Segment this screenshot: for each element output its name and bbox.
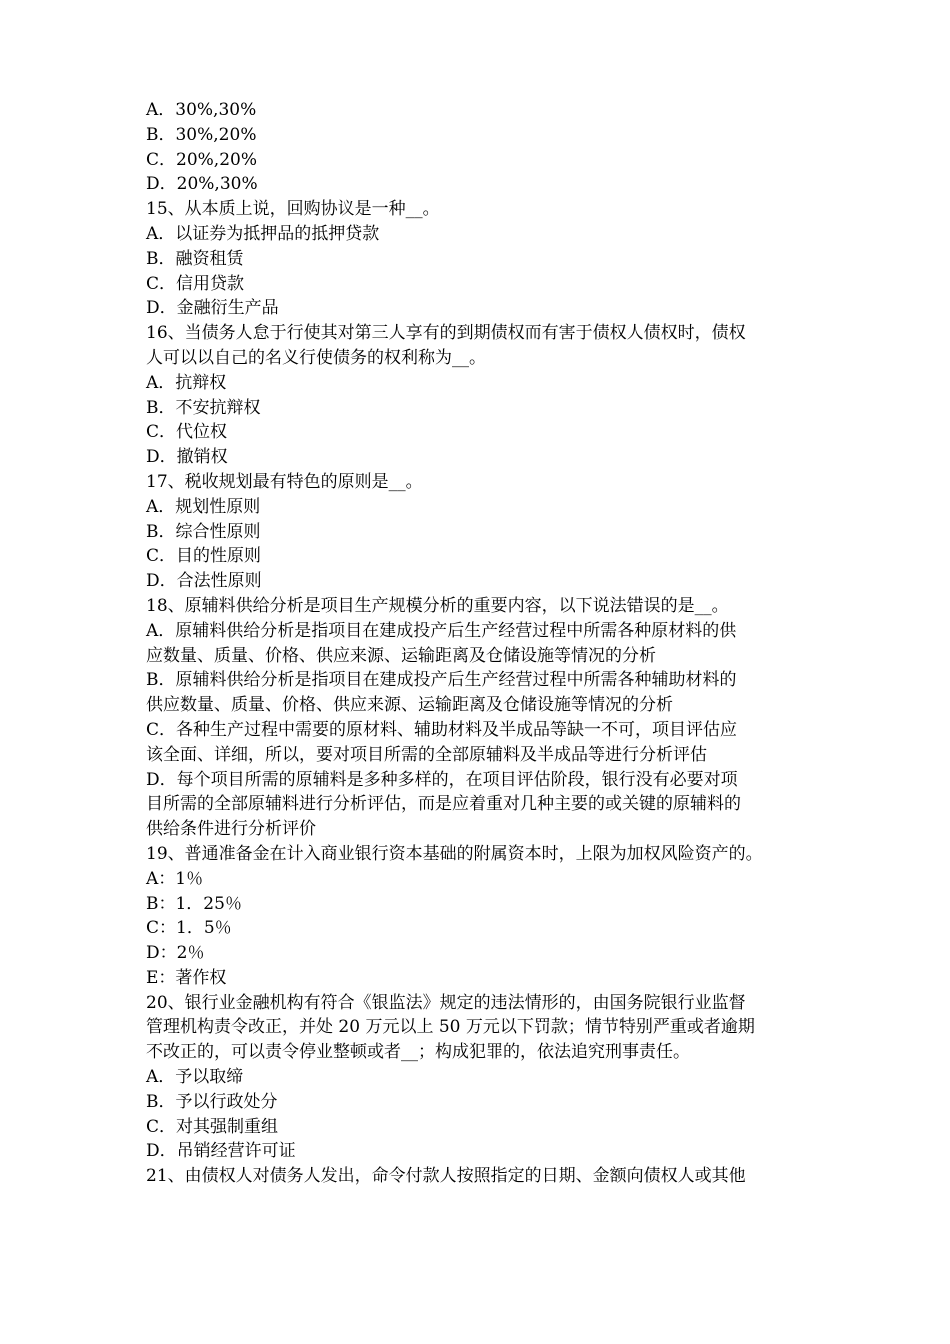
q18-option-a: A．原辅料供给分析是指项目在建成投产后生产经营过程中所需各种原材料的供	[146, 620, 737, 641]
question-15: 15、从本质上说，回购协议是一种__。	[146, 199, 440, 220]
q16-option-d: D．撤销权	[146, 447, 228, 468]
q19-option-e: E：著作权	[146, 967, 227, 988]
q17-option-a: A．规划性原则	[146, 496, 261, 517]
q18-option-d-cont: 目所需的全部原辅料进行分析评估，而是应着重对几种主要的或关键的原辅料的	[146, 794, 741, 815]
q19-option-d: D：2％	[146, 943, 205, 964]
question-20-cont-2: 不改正的，可以责令停业整顿或者__；构成犯罪的，依法追究刑事责任。	[146, 1042, 690, 1063]
q18-option-a-cont: 应数量、质量、价格、供应来源、运输距离及仓储设施等情况的分析	[146, 645, 656, 666]
q17-option-c: C．目的性原则	[146, 546, 262, 567]
q18-option-c: C．各种生产过程中需要的原材料、辅助材料及半成品等缺一不可，项目评估应	[146, 719, 738, 740]
q19-option-b: B：1．25％	[146, 893, 242, 914]
q18-option-b: B．原辅料供给分析是指项目在建成投产后生产经营过程中所需各种辅助材料的	[146, 670, 737, 691]
q15-option-a: A．以证券为抵押品的抵押贷款	[146, 223, 380, 244]
q19-option-c: C：1．5％	[146, 918, 232, 939]
question-16-cont: 人可以以自己的名义行使债务的权利称为__。	[146, 347, 486, 368]
question-21: 21、由债权人对债务人发出，命令付款人按照指定的日期、金额向债权人或其他	[146, 1166, 746, 1187]
q19-option-a: A：1％	[146, 868, 204, 889]
question-17: 17、税收规划最有特色的原则是__。	[146, 471, 423, 492]
q18-option-d-cont-2: 供给条件进行分析评价	[146, 819, 316, 840]
question-20-cont: 管理机构责令改正，并处 20 万元以上 50 万元以下罚款；情节特别严重或者逾期	[146, 1017, 755, 1038]
q18-option-b-cont: 供应数量、质量、价格、供应来源、运输距离及仓储设施等情况的分析	[146, 695, 673, 716]
q16-option-a: A．抗辩权	[146, 372, 227, 393]
q15-option-c: C．信用贷款	[146, 273, 245, 294]
q20-option-b: B．予以行政处分	[146, 1091, 278, 1112]
q20-option-d: D．吊销经营许可证	[146, 1141, 296, 1162]
question-20: 20、银行业金融机构有符合《银监法》规定的违法情形的，由国务院银行业监督	[146, 992, 746, 1013]
q17-option-b: B．综合性原则	[146, 521, 261, 542]
q15-option-d: D．金融衍生产品	[146, 298, 279, 319]
option-a-prev: A．30%,30%	[146, 100, 257, 120]
q20-option-c: C．对其强制重组	[146, 1116, 279, 1137]
q17-option-d: D．合法性原则	[146, 571, 262, 592]
question-18: 18、原辅料供给分析是项目生产规模分析的重要内容，以下说法错误的是__。	[146, 595, 729, 616]
document-page	[146, 98, 814, 1189]
option-b-prev: B．30%,20%	[146, 124, 257, 145]
q16-option-b: B．不安抗辩权	[146, 397, 261, 418]
option-d-prev: D．20%,30%	[146, 174, 258, 195]
q20-option-a: A．予以取缔	[146, 1067, 244, 1088]
q18-option-d: D．每个项目所需的原辅料是多种多样的，在项目评估阶段，银行没有必要对项	[146, 769, 738, 790]
q15-option-b: B．融资租赁	[146, 248, 244, 269]
question-19: 19、普通准备金在计入商业银行资本基础的附属资本时，上限为加权风险资产的。	[146, 843, 763, 864]
q18-option-c-cont: 该全面、详细，所以，要对项目所需的全部原辅料及半成品等进行分析评估	[146, 744, 707, 765]
option-c-prev: C．20%,20%	[146, 149, 257, 170]
question-16: 16、当债务人怠于行使其对第三人享有的到期债权而有害于债权人债权时，债权	[146, 323, 746, 344]
q16-option-c: C．代位权	[146, 422, 228, 443]
